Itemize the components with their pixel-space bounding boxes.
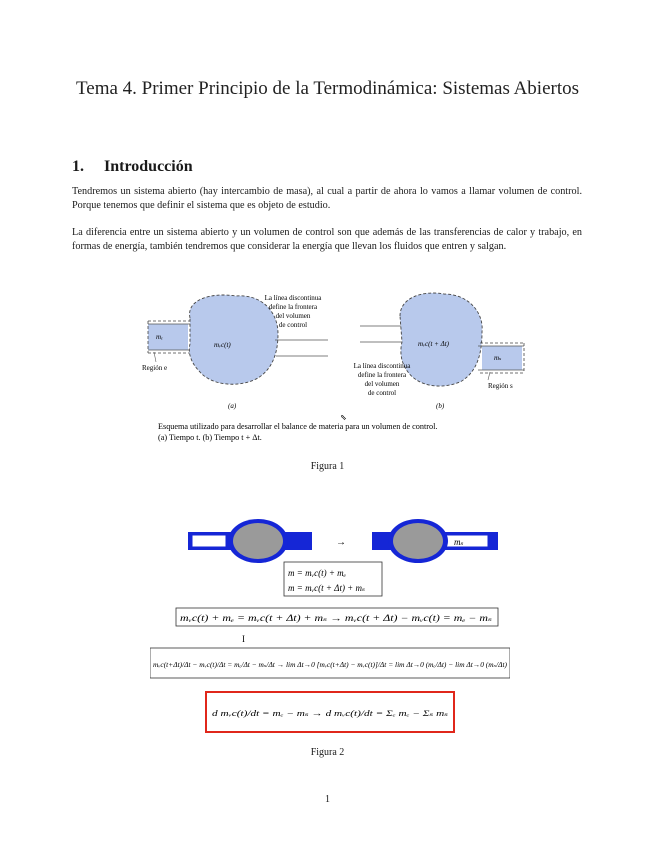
equation-1-line-2: m = mᵥc(t + Δt) + mₛ [288, 583, 366, 593]
section-heading [72, 158, 193, 176]
right-vessel-inner [393, 523, 443, 559]
region-e-label: Región e [142, 364, 168, 372]
figure-2-caption: Figura 2 [310, 747, 345, 758]
paragraph-1: Tendremos un sistema abierto (hay intercambio de masa), al cual a partir de ahora lo vamos a llamar volumen de control. Porque tenemos que definir el sistema que es objeto de estudio. [72, 186, 582, 212]
ms-pipe-label: mₛ [454, 537, 464, 547]
figure-2-diagram [150, 518, 510, 744]
boundary-note-b [354, 362, 412, 397]
right-outlet-mass [444, 535, 488, 547]
panel-a-label: (a) [228, 402, 237, 410]
inlet-mass-region [148, 324, 188, 350]
figure-1-caption: Figura 1 [310, 461, 345, 472]
text-cursor-icon: I [242, 634, 245, 644]
boundary-note-a-line-3: del volumen [275, 312, 311, 320]
page-number: 1 [325, 794, 330, 805]
figure-1-diagram [118, 272, 538, 452]
arrow-icon: → [336, 537, 346, 548]
region-s-label: Región s [488, 382, 513, 390]
document-title: Tema 4. Primer Principio de la Termodinámica: Sistemas Abiertos [75, 78, 580, 99]
equation-3: mᵥc(t+Δt)/Δt − mᵥc(t)/Δt = mₑ/Δt − mₛ/Δt → lim Δt→0 [mᵥc(t+Δt) − mᵥc(t)]/Δt = lim Δt→0 (mₑ/Δt) − lim Δt→0 (mₛ/Δt) [153, 661, 508, 669]
boundary-note-b-line-3: del volumen [364, 380, 400, 388]
equation-1-line-1: m = mᵥc(t) + mₑ [288, 568, 347, 578]
cursor-icon: ⇖ [340, 413, 347, 422]
mvc-t-label: mᵥc(t) [214, 341, 231, 349]
left-vessel-inner [233, 523, 283, 559]
boundary-note-a-line-1: La línea discontinua [264, 294, 322, 302]
section-number: 1. [72, 158, 84, 175]
boundary-note-b-line-4: de control [367, 389, 397, 397]
me-label: mₑ [156, 333, 163, 341]
boundary-note-a-line-4: de control [278, 321, 308, 329]
outlet-mass-region [482, 346, 522, 370]
equation-4: d mᵥc(t)/dt = mₑ − mₛ → d mᵥc(t)/dt = Σₑ mₑ − Σₛ mₛ [212, 708, 449, 718]
left-inlet-mass [192, 535, 226, 547]
mvc-t-dt-label: mᵥc(t + Δt) [418, 340, 450, 348]
ms-label: mₛ [494, 354, 502, 362]
boundary-note-a-line-2: define la frontera [268, 303, 318, 311]
control-volume-a [189, 295, 278, 384]
boundary-note-b-line-1: La línea discontinua [353, 362, 411, 370]
figure1-inner-caption-2: (a) Tiempo t. (b) Tiempo t + Δt. [158, 433, 262, 442]
boundary-note-b-line-2: define la frontera [357, 371, 407, 379]
paragraph-2: La diferencia entre un sistema abierto y un volumen de control son que además de las transferencias de calor y trabajo, en formas de energía, también tendremos que considerar la energía que llevan los fluidos que entren y salgan. [72, 227, 582, 253]
figure1-inner-caption-1: Esquema utilizado para desarrollar el balance de materia para un volumen de control. [158, 422, 438, 431]
panel-b-label: (b) [436, 402, 445, 410]
equation-2: mᵥc(t) + mₑ = mᵥc(t + Δt) + mₛ → mᵥc(t + Δt) − mᵥc(t) = mₑ − mₛ [180, 613, 492, 623]
section-title: Introducción [104, 158, 193, 175]
